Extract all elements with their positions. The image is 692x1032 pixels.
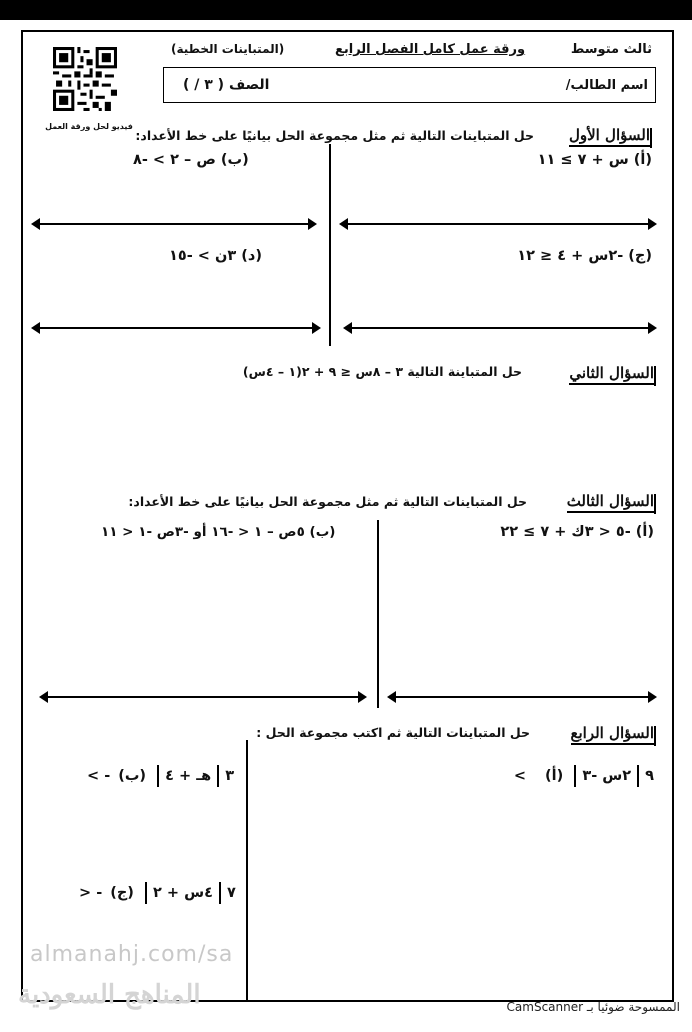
q4-divider [246,740,248,1002]
q1-part-b: (ب) ص – ٢ > -٨ [133,152,249,168]
q4-a-rest: < ٩ [513,768,654,784]
q4-c-label: (ج) [110,885,134,901]
q3-b-number-line [39,691,367,703]
abs-bar-left [219,882,221,904]
q3-title: السؤال الثالث [567,492,654,513]
q4-b-label: (ب) [118,768,147,784]
q3-a-number-line [387,691,657,703]
abs-bar-left [637,765,639,787]
q4-part-c [79,882,236,904]
q3-divider [377,520,379,708]
class-field[interactable]: الصف ( ٣ / ) [183,77,270,93]
qr-code-icon[interactable] [53,47,117,111]
q4-b-abs: هـ + ٤ [165,768,212,784]
q1-instruction: حل المتباينات التالية ثم مثل مجموعة الحل بيانيًا على خط الأعداد: [135,128,534,143]
worksheet-title: ورقة عمل كامل الفصل الرابع [335,42,526,57]
abs-bar-left [217,765,219,787]
q1-divider [329,144,331,346]
student-name-field[interactable]: اسم الطالب/ [565,78,648,93]
grade-label: ثالث متوسط [570,42,652,57]
worksheet-page [21,30,674,1002]
abs-bar-right [157,765,159,787]
q1-c-number-line [343,322,657,334]
q4-title: السؤال الرابع [571,724,655,745]
q1-part-d: (د) ٣ن > -١٥ [169,248,262,264]
q1-title: السؤال الأول [569,126,650,147]
q4-c-abs: ٤س + ٢ [153,885,213,901]
q1-a-number-line [339,218,657,230]
q3-part-b: (ب) ٥ص – ١ < -١٦ أو -٣ص -١ < ١١ [101,524,336,540]
q4-instruction: حل المتباينات التالية ثم اكتب مجموعة الحل : [256,725,530,740]
q4-part-b [87,765,234,787]
q2-title: السؤال الثاني [569,364,654,385]
q3-instruction: حل المتباينات التالية ثم مثل مجموعة الحل بيانيًا على خط الأعداد: [128,494,527,509]
q1-b-number-line [31,218,317,230]
camscanner-note: الممسوحة ضوئيا بـ CamScanner [506,1000,680,1014]
abs-bar-right [145,882,147,904]
q4-b-rest: < -٣ [87,768,235,784]
watermark-logo-text: المناهج السعودية [18,980,201,1010]
watermark-url: almanahj.com/sa [30,942,234,967]
q4-c-rest: > -٧ [79,885,236,901]
top-black-bar [0,0,692,20]
q4-a-label: (أ) [545,768,564,784]
q4-part-a [514,765,654,787]
q4-a-abs: ٢س -٣ [582,768,632,784]
qr-caption: فيديو لحل ورقة العمل [45,122,133,131]
q3-part-a: (أ) -٥ < ٣ك + ٧ ≥ ٢٢ [500,524,654,540]
q1-part-a: (أ) س + ٧ ≥ ١١ [537,152,652,168]
topic-label: (المتباينات الخطية) [171,42,285,56]
q1-part-c: (ج) -٢س + ٤ ≤ ١٢ [517,248,652,264]
q1-d-number-line [31,322,321,334]
q2-instruction: حل المتباينة التالية ٣ – ٨س ≤ ٩ + ٢(١ – ٤س) [242,364,522,379]
abs-bar-right [574,765,576,787]
